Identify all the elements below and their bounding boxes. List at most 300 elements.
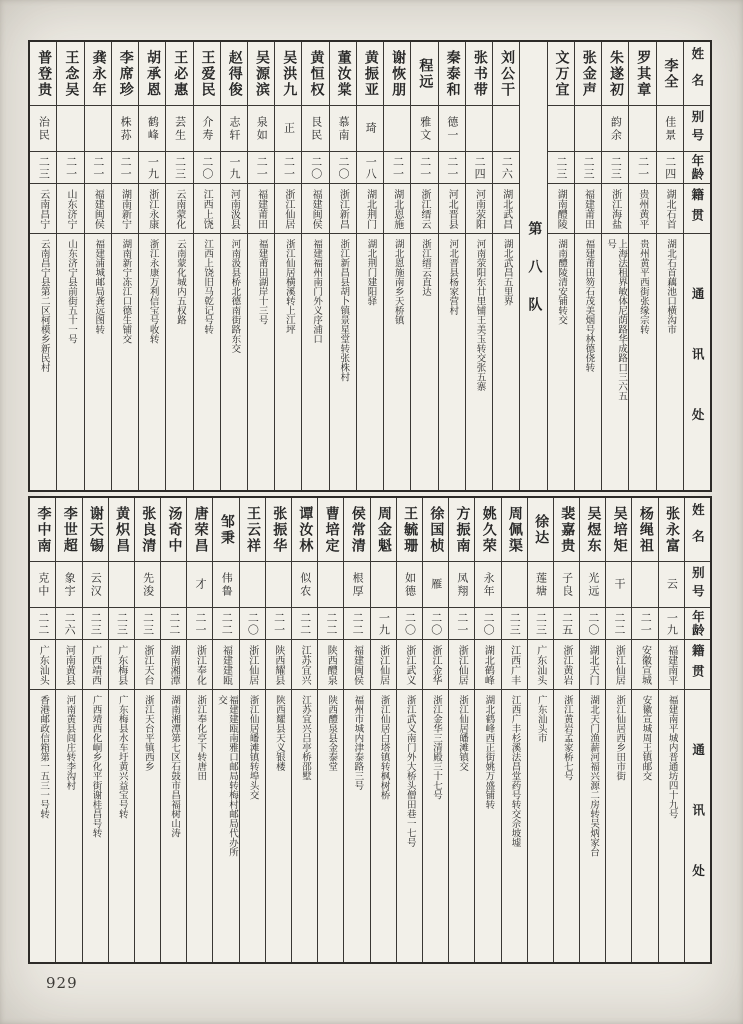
person-age: [632, 608, 657, 640]
person-alias: [466, 106, 492, 152]
header-alias-text: 别号: [690, 566, 706, 603]
person-address: [240, 690, 265, 962]
person-age-text: 二三: [115, 611, 129, 636]
person-address-text: 香港邮政信箱第一五三一号转: [38, 695, 50, 819]
person-address: [659, 690, 684, 962]
person-column: [547, 42, 574, 490]
person-column: [631, 498, 657, 962]
person-native-text: 江苏宜兴: [299, 644, 311, 685]
person-name-text: 程远: [417, 57, 434, 90]
person-address-text: 福建南平城内普通坊四十九号: [666, 695, 678, 819]
person-name: [318, 498, 343, 562]
person-name-text: 侯常清: [349, 505, 366, 554]
person-name-text: 王念吴: [63, 49, 80, 98]
person-address: [384, 234, 410, 490]
person-alias-text: 云汉: [89, 571, 103, 598]
person-name-text: 周佩渠: [506, 505, 523, 554]
person-age-text: 二〇: [336, 155, 350, 180]
person-name: [302, 42, 328, 106]
person-column: [329, 42, 356, 490]
person-address-text: 浙江金华三清殿三十七号: [430, 695, 442, 800]
person-column: [527, 498, 553, 962]
person-name: [139, 42, 165, 106]
person-column: [356, 42, 383, 490]
person-alias: [135, 562, 160, 608]
person-address-text: 浙江仙居西乡田市街: [614, 695, 626, 781]
header-alias: [685, 562, 710, 608]
person-address: [548, 234, 574, 490]
person-age-text: 二五: [560, 611, 574, 636]
person-native: [357, 184, 383, 234]
person-native: [344, 640, 369, 690]
person-native-text: 浙江奉化: [194, 644, 206, 685]
person-name: [30, 42, 56, 106]
person-age-text: 二一: [391, 155, 405, 180]
person-address: [85, 234, 111, 490]
person-native: [266, 640, 291, 690]
person-native-text: 陕西耀县: [272, 644, 284, 685]
person-address-text: 湖北武昌五里界: [501, 239, 513, 306]
person-alias: [166, 106, 192, 152]
person-name: [580, 498, 605, 562]
person-native: [330, 184, 356, 234]
person-name-text: 文万宜: [553, 49, 570, 98]
person-name-text: 邹秉: [218, 513, 235, 546]
person-native: [109, 640, 134, 690]
person-alias: [606, 562, 631, 608]
person-column: [448, 498, 474, 962]
person-address-text: 贵州黄平西街张缘宗转: [637, 239, 649, 334]
person-column: [265, 498, 291, 962]
person-name-text: 王云祥: [245, 505, 262, 554]
header-name-text: 姓名: [689, 47, 705, 100]
person-column: [165, 42, 192, 490]
person-native-text: 福建莆田: [255, 188, 267, 229]
person-age-text: 二二: [324, 611, 338, 636]
person-name: [83, 498, 108, 562]
header-name: [684, 42, 710, 106]
person-column: [247, 42, 274, 490]
person-age: [275, 152, 301, 184]
person-column: [160, 498, 186, 962]
header-native-text: 籍贯: [690, 644, 706, 685]
person-address-text: 浙江仙居皤滩镇交: [457, 695, 469, 771]
person-alias: [657, 106, 683, 152]
person-column: [30, 42, 56, 490]
person-alias-text: 志轩: [228, 115, 242, 142]
roster-table-top: [28, 40, 712, 492]
person-native-text: 广东梅县: [115, 644, 127, 685]
person-native-text: 广西靖西: [89, 644, 101, 685]
person-name-text: 张金声: [580, 49, 597, 98]
person-age: [449, 608, 474, 640]
person-address-text: 河南黄县闾庄转李沟村: [64, 695, 76, 790]
page-number: 929: [46, 974, 78, 992]
person-column: [84, 42, 111, 490]
person-name: [357, 42, 383, 106]
person-alias: [109, 562, 134, 608]
person-age: [302, 152, 328, 184]
person-alias-text: 艮民: [309, 115, 323, 142]
person-name-text: 黄恒权: [308, 49, 325, 98]
person-address-text: 江苏宜兴吕亭桥邵墅: [300, 695, 312, 781]
person-address: [580, 690, 605, 962]
header-alias: [684, 106, 710, 152]
person-column: [605, 498, 631, 962]
person-alias: [493, 106, 519, 152]
person-age-text: 二三: [534, 611, 548, 636]
person-native: [213, 640, 238, 690]
person-address-text: 云南昌宁县第二区柯模乡新民村: [38, 239, 50, 372]
person-native-text: 浙江天台: [141, 644, 153, 685]
person-column: [553, 498, 579, 962]
person-age-text: 二六: [63, 611, 77, 636]
person-age: [266, 608, 291, 640]
person-alias: [318, 562, 343, 608]
person-age: [580, 608, 605, 640]
person-native-text: 浙江金华: [430, 644, 442, 685]
person-name: [344, 498, 369, 562]
person-address: [112, 234, 138, 490]
person-alias: [30, 562, 55, 608]
person-alias-text: 德一: [445, 115, 459, 142]
person-address: [502, 690, 527, 962]
header-column: [683, 42, 710, 490]
person-native-text: 河南黄县: [63, 644, 75, 685]
person-alias: [213, 562, 238, 608]
person-age: [135, 608, 160, 640]
person-column: [301, 42, 328, 490]
person-alias: [85, 106, 111, 152]
person-native: [602, 184, 628, 234]
header-alias-text: 别号: [689, 110, 705, 147]
person-age: [194, 152, 220, 184]
person-name: [213, 498, 238, 562]
person-age-text: 二一: [91, 155, 105, 180]
person-column: [601, 42, 628, 490]
person-native: [318, 640, 343, 690]
person-column: [108, 498, 134, 962]
person-age-text: 二一: [445, 155, 459, 180]
person-address-text: 福州市城内津泰路三号: [352, 695, 364, 790]
person-native: [161, 640, 186, 690]
person-address-text: 浙江仙居横溪转上江坪: [283, 239, 295, 334]
person-alias-text: 佳景: [663, 115, 677, 142]
person-name: [112, 42, 138, 106]
person-column: [193, 42, 220, 490]
person-native-text: 浙江仙居: [613, 644, 625, 685]
person-address: [275, 234, 301, 490]
header-name-text: 姓名: [690, 503, 706, 556]
person-name-text: 李世超: [61, 505, 78, 554]
person-name-text: 吴源滨: [253, 49, 270, 98]
person-alias: [475, 562, 500, 608]
person-alias: [139, 106, 165, 152]
person-name-text: 胡承恩: [145, 49, 162, 98]
person-address: [330, 234, 356, 490]
person-alias-text: 才: [194, 578, 207, 591]
header-age: [684, 152, 710, 184]
person-age: [411, 152, 437, 184]
person-column: [465, 42, 492, 490]
person-native-text: 福建建瓯: [220, 644, 232, 685]
person-native-text: 湖南湘潭: [168, 644, 180, 685]
person-address: [629, 234, 655, 490]
person-address-text: 陕西醴泉县金泰堂: [326, 695, 338, 771]
person-address-text: 江西广丰杉溪法昌堂药号转交佘坡墟: [509, 695, 521, 847]
person-native-text: 福建闽侯: [351, 644, 363, 685]
person-alias: [554, 562, 579, 608]
person-name-text: 谢天锡: [87, 505, 104, 554]
person-native-text: 湖北恩施: [391, 188, 403, 229]
person-age-text: 二三: [609, 155, 623, 180]
person-address-text: 上海法租界敏体尼荫路华成路口三六五号: [605, 239, 628, 401]
person-age: [554, 608, 579, 640]
person-age-text: 二一: [639, 611, 653, 636]
person-column: [656, 42, 683, 490]
person-age: [240, 608, 265, 640]
header-age-text: 年龄: [689, 154, 705, 181]
person-address-text: 浙江缙云直达: [420, 239, 431, 296]
person-address: [135, 690, 160, 962]
person-native-text: 江西上饶: [201, 188, 213, 229]
person-name: [606, 498, 631, 562]
person-age-text: 二二: [36, 611, 50, 636]
person-name-text: 黄炽昌: [114, 505, 131, 554]
person-name-text: 秦泰和: [444, 49, 461, 98]
person-age-text: 二三: [508, 611, 522, 636]
person-age: [397, 608, 422, 640]
header-age-text: 年龄: [690, 610, 706, 637]
person-age: [109, 608, 134, 640]
person-age: [83, 608, 108, 640]
person-native: [548, 184, 574, 234]
person-address: [528, 690, 553, 962]
person-address-text: 云南蒙化城内五权路: [174, 239, 186, 325]
person-name: [240, 498, 265, 562]
person-age: [292, 608, 317, 640]
person-native: [397, 640, 422, 690]
person-alias: [30, 106, 56, 152]
person-column: [220, 42, 247, 490]
person-native: [166, 184, 192, 234]
person-address: [194, 234, 220, 490]
person-alias-text: 株荪: [119, 115, 133, 142]
person-native-text: 广东汕头: [534, 644, 546, 685]
person-age-text: 二二: [298, 611, 312, 636]
person-age-text: 二〇: [309, 155, 323, 180]
person-address: [554, 690, 579, 962]
person-age: [659, 608, 684, 640]
person-age-text: 二一: [418, 155, 432, 180]
person-age: [475, 608, 500, 640]
person-native-text: 福建闽侯: [92, 188, 104, 229]
person-name: [166, 42, 192, 106]
person-native: [606, 640, 631, 690]
person-native-text: 贵州黄平: [636, 188, 648, 229]
person-address-text: 福建莆田笏石茂美烟号林德侥转: [583, 239, 595, 372]
person-address-text: 福建莆田湖岸十三号: [256, 239, 268, 325]
person-address-text: 广东梅县水车圩黄兴益宝号转: [116, 695, 128, 819]
person-address-text: 安徽宣城周王镇邮交: [640, 695, 652, 781]
person-name-text: 谭汝林: [297, 505, 314, 554]
person-age: [57, 152, 83, 184]
person-alias-text: 正: [282, 122, 296, 135]
person-address: [423, 690, 448, 962]
person-address-text: 浙江仙居白塔镇转枫树桥: [378, 695, 390, 800]
person-age: [629, 152, 655, 184]
person-name: [502, 498, 527, 562]
person-age-text: 二一: [194, 611, 207, 636]
person-age: [248, 152, 274, 184]
person-age: [30, 608, 55, 640]
person-native-text: 浙江仙居: [282, 188, 294, 229]
person-native: [466, 184, 492, 234]
person-alias: [528, 562, 553, 608]
person-address: [439, 234, 465, 490]
person-age-text: 二四: [473, 155, 487, 180]
person-address-text: 陕西耀县天义银楼: [273, 695, 285, 771]
person-name: [575, 42, 601, 106]
person-name: [248, 42, 274, 106]
person-alias-text: 雁: [429, 578, 443, 591]
person-column: [186, 498, 212, 962]
header-address-text: 通讯处: [690, 743, 706, 925]
person-name-text: 李席珍: [117, 49, 134, 98]
person-name-text: 龚永年: [90, 49, 107, 98]
person-native-text: 福建莆田: [582, 188, 594, 229]
person-native: [85, 184, 111, 234]
person-native: [292, 640, 317, 690]
person-native: [580, 640, 605, 690]
person-age-text: 二二: [167, 611, 181, 636]
person-name: [466, 42, 492, 106]
person-native-text: 山东济宁: [64, 188, 76, 229]
person-address-text: 湖北恩施南乡天桥镇: [392, 239, 404, 325]
person-name-text: 吴煜东: [585, 505, 602, 554]
person-column: [628, 42, 655, 490]
person-native-text: 湖北天门: [587, 644, 599, 685]
person-name: [548, 42, 574, 106]
person-address: [411, 234, 437, 490]
person-name: [371, 498, 396, 562]
person-age-text: 二三: [582, 155, 596, 180]
person-column: [658, 498, 684, 962]
person-native: [493, 184, 519, 234]
person-age-text: 二三: [37, 155, 51, 180]
header-address: [685, 690, 710, 962]
person-native: [575, 184, 601, 234]
person-native-text: 浙江缙云: [419, 188, 431, 229]
person-alias: [659, 562, 684, 608]
person-name-text: 吴培矩: [611, 505, 628, 554]
person-age: [357, 152, 383, 184]
person-name: [85, 42, 111, 106]
person-age: [528, 608, 553, 640]
person-name: [330, 42, 356, 106]
person-native: [475, 640, 500, 690]
person-alias: [632, 562, 657, 608]
person-address: [30, 234, 56, 490]
person-alias-text: 雅文: [418, 115, 432, 142]
person-address: [602, 234, 628, 490]
person-name: [109, 498, 134, 562]
header-native-text: 籍贯: [689, 188, 705, 229]
person-alias: [371, 562, 396, 608]
person-name: [275, 42, 301, 106]
person-native-text: 湖南醴陵: [555, 188, 567, 229]
person-address-text: 河南荥阳东廿里铺王美玉转交张五寨: [474, 239, 486, 391]
person-native: [275, 184, 301, 234]
person-age: [56, 608, 81, 640]
person-age: [30, 152, 56, 184]
person-age: [602, 152, 628, 184]
person-column: [138, 42, 165, 490]
person-address-text: 江西上饶旧马乾记号转: [202, 239, 214, 334]
person-name-text: 方振南: [454, 505, 471, 554]
person-age: [439, 152, 465, 184]
person-name: [30, 498, 55, 562]
person-name: [629, 42, 655, 106]
person-column: [370, 498, 396, 962]
person-native: [57, 184, 83, 234]
person-alias: [302, 106, 328, 152]
person-age-text: 一九: [377, 611, 391, 636]
person-column: [291, 498, 317, 962]
person-alias: [330, 106, 356, 152]
person-age-text: 一九: [146, 155, 160, 180]
person-name: [423, 498, 448, 562]
person-name: [384, 42, 410, 106]
person-native: [632, 640, 657, 690]
person-native-text: 湖北武昌: [500, 188, 512, 229]
header-address-text: 通讯处: [690, 287, 706, 469]
person-alias: [602, 106, 628, 152]
person-native-text: 浙江海盐: [609, 188, 621, 229]
person-name-text: 刘公干: [499, 49, 516, 98]
person-column: [396, 498, 422, 962]
person-age-text: 一九: [228, 155, 242, 180]
person-address: [397, 690, 422, 962]
person-native: [659, 640, 684, 690]
person-age-text: 二一: [282, 155, 296, 180]
person-alias-text: 永年: [482, 571, 496, 598]
person-age: [221, 152, 247, 184]
person-address-text: 湖北鹤峰西正街姚万盛铺转: [483, 695, 495, 809]
person-column: [474, 498, 500, 962]
person-alias-text: 治民: [37, 115, 51, 142]
team-divider: [519, 42, 546, 490]
person-address: [248, 234, 274, 490]
person-native: [30, 640, 55, 690]
person-alias: [221, 106, 247, 152]
person-alias: [411, 106, 437, 152]
person-native: [657, 184, 683, 234]
person-alias-text: 凤翔: [455, 571, 469, 598]
person-native: [371, 640, 396, 690]
person-native: [83, 640, 108, 690]
person-age: [575, 152, 601, 184]
person-column: [274, 42, 301, 490]
person-age-text: 二二: [220, 611, 234, 636]
person-age-text: 二一: [119, 155, 133, 180]
person-column: [55, 498, 81, 962]
person-native-text: 浙江武义: [403, 644, 415, 685]
person-age-text: 二一: [272, 611, 286, 636]
person-alias: [423, 562, 448, 608]
person-address: [57, 234, 83, 490]
person-name-text: 姚久荣: [480, 505, 497, 554]
